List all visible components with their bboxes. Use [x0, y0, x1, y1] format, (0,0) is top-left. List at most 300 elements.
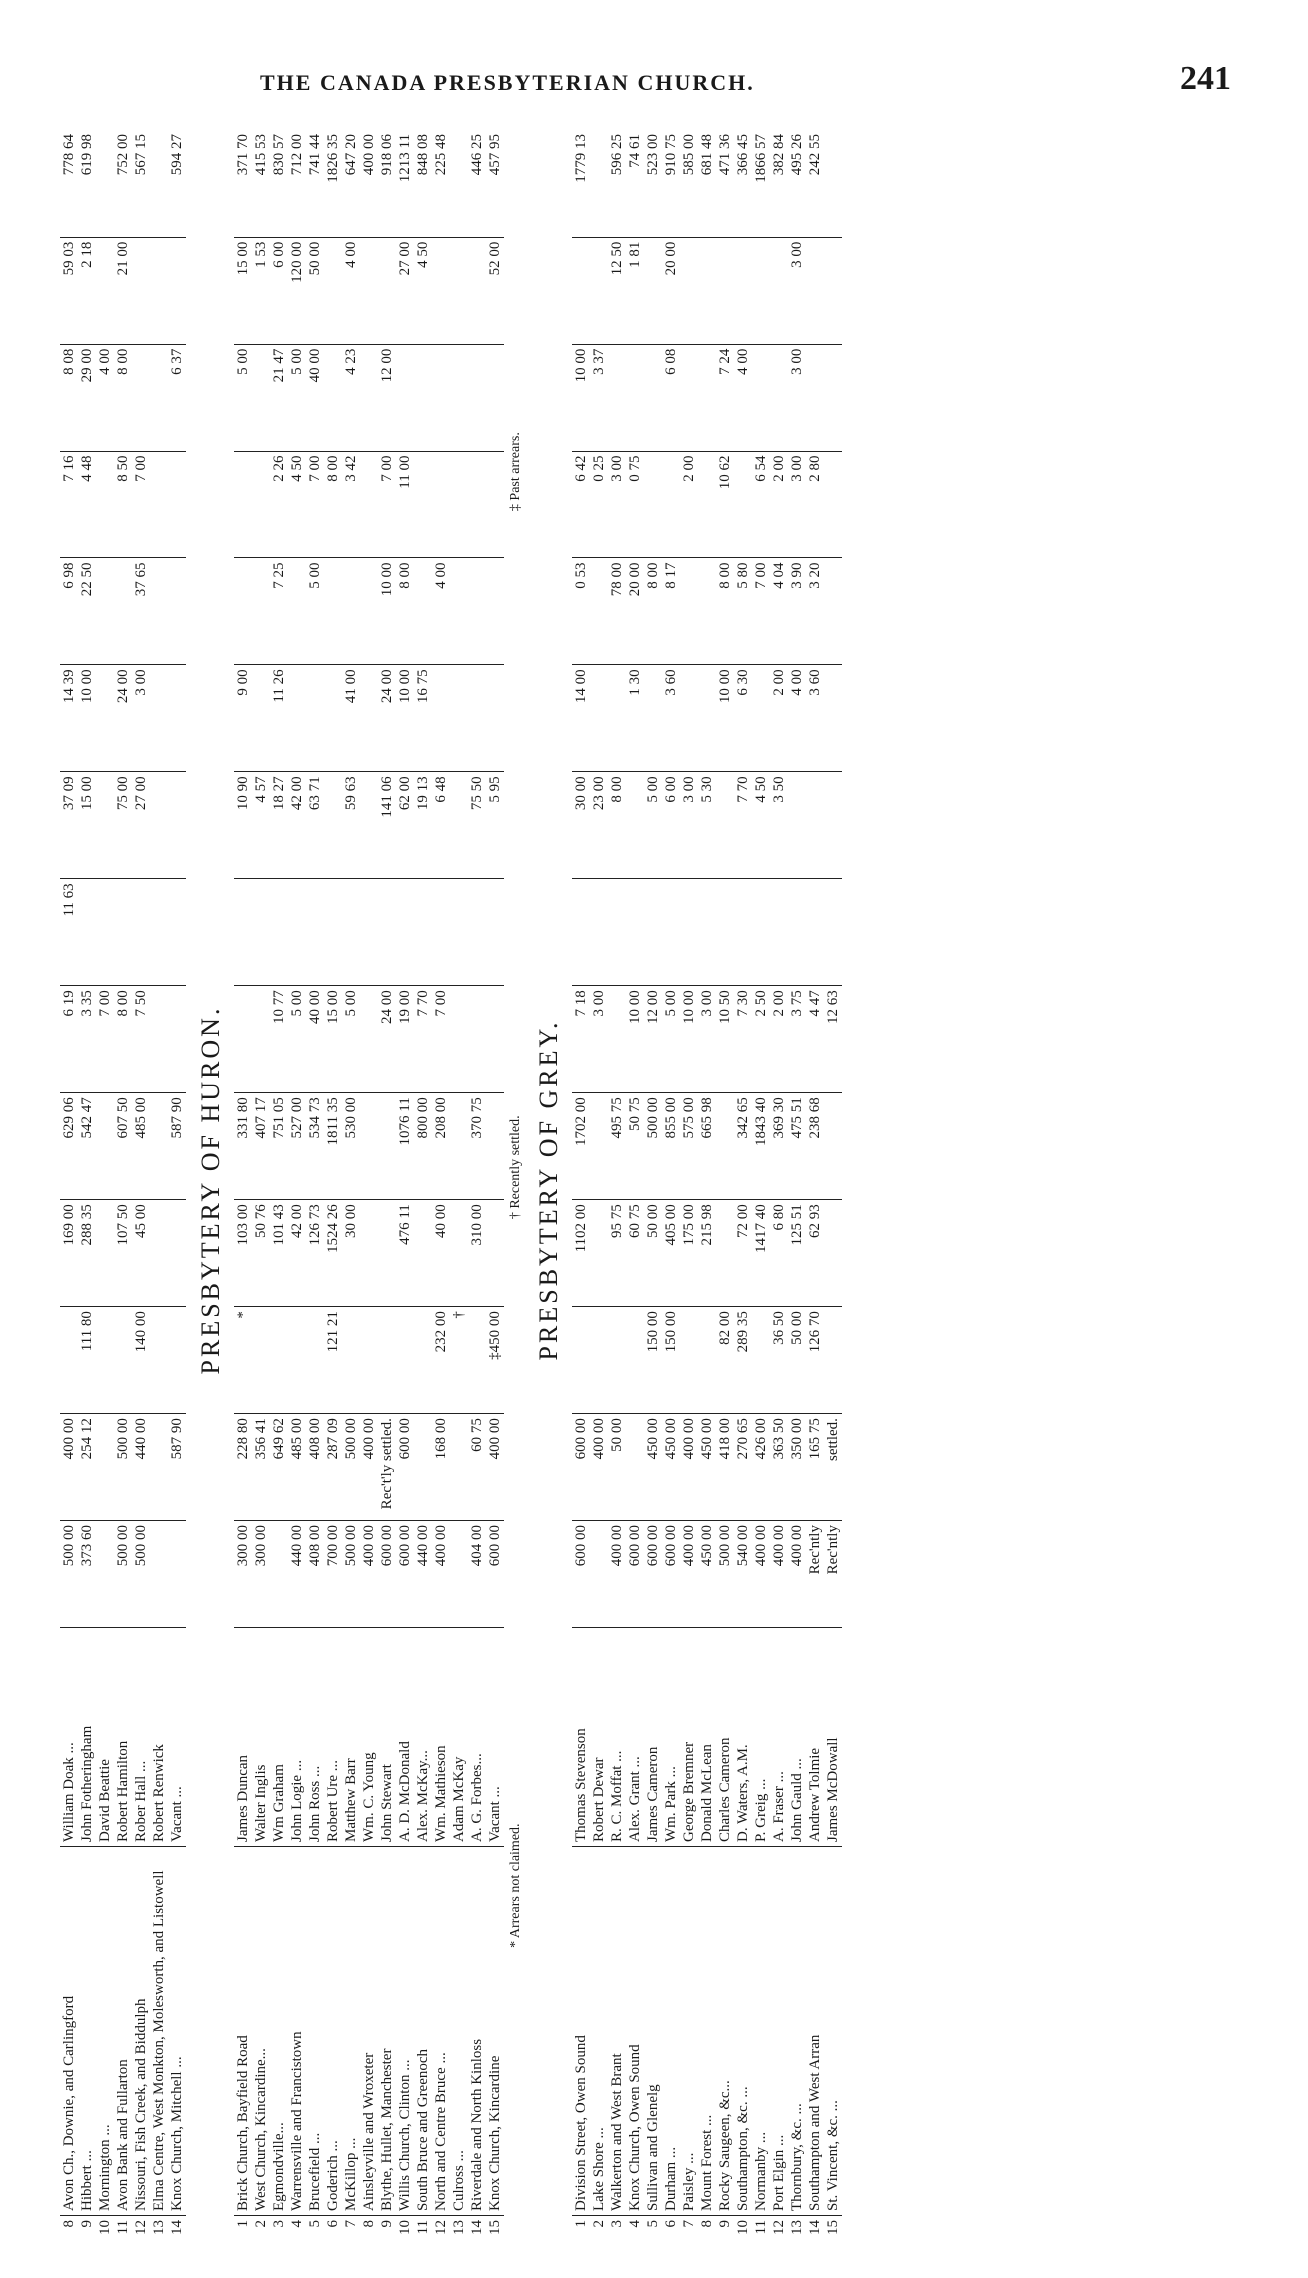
minister-cell: John Fotheringham — [79, 1725, 95, 1842]
minister-cell: A. Fraser ... — [771, 1771, 787, 1842]
amount-cell: 400 00 — [788, 1521, 806, 1628]
congregation-cell: McKillop ... — [342, 1847, 360, 2216]
amount-cell: 4 00 — [342, 237, 360, 344]
amount-cell: 232 00 — [432, 1307, 450, 1414]
amount-cell — [486, 665, 504, 772]
table-row — [788, 130, 806, 2250]
amount-cell: 600 00 — [662, 1521, 680, 1628]
table-row — [270, 130, 288, 2250]
amount-cell: 567 15 — [132, 130, 150, 237]
amount-cell: 37 09 — [60, 772, 78, 879]
block-grey — [572, 130, 842, 2250]
amount-cell — [96, 879, 114, 986]
amount-cell: 0 75 — [626, 451, 644, 558]
amount-cell: 40 00 — [432, 1200, 450, 1307]
amount-cell — [414, 1200, 432, 1307]
page-number: 241 — [1180, 60, 1231, 97]
amount-cell: 10 77 — [270, 986, 288, 1093]
amount-cell: 600 00 — [486, 1521, 504, 1628]
amount-cell — [96, 237, 114, 344]
amount-cell: 3 75 — [788, 986, 806, 1093]
amount-cell — [486, 1200, 504, 1307]
amount-cell: 848 08 — [414, 130, 432, 237]
minister-cell: Matthew Barr — [343, 1758, 359, 1842]
amount-cell — [752, 1307, 770, 1414]
amount-cell: 1779 13 — [572, 130, 590, 237]
amount-cell: 342 65 — [734, 1093, 752, 1200]
amount-cell: 60 75 — [468, 1414, 486, 1521]
congregation-cell: Knox Church, Kincardine — [486, 1847, 504, 2216]
amount-cell: 228 80 — [234, 1414, 252, 1521]
congregation-cell: Mornington ... — [96, 1847, 114, 2216]
amount-cell: 665 98 — [698, 1093, 716, 1200]
congregation-cell: Durham ... — [662, 1847, 680, 2216]
amount-cell — [680, 665, 698, 772]
amount-cell: 778 64 — [60, 130, 78, 237]
amount-cell: 600 00 — [572, 1414, 590, 1521]
minister-cell: Wm Graham — [271, 1764, 287, 1842]
amount-cell — [432, 344, 450, 451]
amount-cell: 1076 11 — [396, 1093, 414, 1200]
amount-cell — [486, 451, 504, 558]
amount-cell: 471 36 — [716, 130, 734, 237]
amount-cell: 6 54 — [752, 451, 770, 558]
table-row — [378, 130, 396, 2250]
amount-cell: 373 60 — [78, 1521, 96, 1628]
row-number: 10 — [96, 2216, 114, 2251]
amount-cell: 3 37 — [590, 344, 608, 451]
amount-cell: 6 42 — [572, 451, 590, 558]
minister-cell: James Duncan — [235, 1754, 251, 1842]
row-number: 12 — [132, 2216, 150, 2251]
amount-cell: 587 90 — [168, 1414, 186, 1521]
congregation-cell: Normanby ... — [752, 1847, 770, 2216]
amount-cell — [698, 558, 716, 665]
amount-cell: 120 00 — [288, 237, 306, 344]
amount-cell: 20 00 — [626, 558, 644, 665]
amount-cell — [572, 237, 590, 344]
amount-cell: 450 00 — [698, 1521, 716, 1628]
table-row — [360, 130, 378, 2250]
congregation-cell: South Bruce and Greenoch — [414, 1847, 432, 2216]
amount-cell — [590, 1200, 608, 1307]
amount-cell: 29 00 — [78, 344, 96, 451]
amount-cell: 4 00 — [96, 344, 114, 451]
row-number: 11 — [414, 2216, 432, 2251]
amount-cell: 10 00 — [78, 665, 96, 772]
amount-cell: 418 00 — [716, 1414, 734, 1521]
congregation-cell: Blythe, Hullet, Manchester — [378, 1847, 396, 2216]
ledger-table-grey — [572, 130, 842, 2250]
amount-cell — [288, 665, 306, 772]
congregation-cell: West Church, Kincardine... — [252, 1847, 270, 2216]
amount-cell: 8 00 — [644, 558, 662, 665]
amount-cell: 4 00 — [432, 558, 450, 665]
amount-cell: 12 50 — [608, 237, 626, 344]
amount-cell — [590, 1307, 608, 1414]
amount-cell — [626, 344, 644, 451]
amount-cell: 575 00 — [680, 1093, 698, 1200]
amount-cell: 3 00 — [590, 986, 608, 1093]
amount-cell: 3 00 — [132, 665, 150, 772]
amount-cell — [626, 879, 644, 986]
amount-cell: 60 75 — [626, 1200, 644, 1307]
amount-cell: 440 00 — [288, 1521, 306, 1628]
amount-cell — [324, 665, 342, 772]
amount-cell — [590, 1093, 608, 1200]
amount-cell: 4 00 — [788, 665, 806, 772]
amount-cell: 300 00 — [252, 1521, 270, 1628]
amount-cell: 19 13 — [414, 772, 432, 879]
amount-cell: 408 00 — [306, 1414, 324, 1521]
minister-cell: Thomas Stevenson — [573, 1728, 589, 1842]
amount-cell: 8 08 — [60, 344, 78, 451]
amount-cell — [468, 1307, 486, 1414]
amount-cell: Rec'ntly — [824, 1521, 842, 1628]
amount-cell — [378, 1200, 396, 1307]
amount-cell: 50 00 — [788, 1307, 806, 1414]
amount-cell — [590, 558, 608, 665]
amount-cell: 75 50 — [468, 772, 486, 879]
minister-cell: John Stewart — [379, 1764, 395, 1842]
congregation-cell: Southampton and West Arran — [806, 1847, 824, 2216]
amount-cell — [450, 237, 468, 344]
table-row — [468, 130, 486, 2250]
amount-cell: † — [450, 1307, 468, 1414]
amount-cell: 8 00 — [716, 558, 734, 665]
amount-cell: 681 48 — [698, 130, 716, 237]
amount-cell: 10 00 — [572, 344, 590, 451]
amount-cell — [150, 451, 168, 558]
row-number: 9 — [378, 2216, 396, 2251]
amount-cell: 7 18 — [572, 986, 590, 1093]
amount-cell: 647 20 — [342, 130, 360, 237]
amount-cell — [324, 558, 342, 665]
amount-cell: 289 35 — [734, 1307, 752, 1414]
grey-title: PRESBYTERY OF GREY. — [534, 1019, 563, 1361]
amount-cell — [360, 772, 378, 879]
congregation-cell: Brucefield ... — [306, 1847, 324, 2216]
amount-cell: 24 00 — [378, 665, 396, 772]
amount-cell — [734, 451, 752, 558]
table-row — [288, 130, 306, 2250]
row-number: 6 — [324, 2216, 342, 2251]
amount-cell — [450, 1414, 468, 1521]
table-row — [680, 130, 698, 2250]
amount-cell — [752, 665, 770, 772]
amount-cell: 7 25 — [270, 558, 288, 665]
amount-cell: 6 80 — [770, 1200, 788, 1307]
amount-cell: 288 35 — [78, 1200, 96, 1307]
amount-cell: 405 00 — [662, 1200, 680, 1307]
congregation-cell: Thornbury, &c. ... — [788, 1847, 806, 2216]
congregation-cell: Brick Church, Bayfield Road — [234, 1847, 252, 2216]
table-row — [698, 130, 716, 2250]
amount-cell: 63 71 — [306, 772, 324, 879]
amount-cell — [698, 879, 716, 986]
amount-cell — [360, 344, 378, 451]
row-number: 3 — [270, 2216, 288, 2251]
congregation-cell: Rocky Saugeen, &c... — [716, 1847, 734, 2216]
amount-cell — [788, 772, 806, 879]
amount-cell: 523 00 — [644, 130, 662, 237]
minister-cell: William Doak ... — [61, 1742, 77, 1842]
congregation-cell: Southampton, &c. ... — [734, 1847, 752, 2216]
amount-cell: 5 30 — [698, 772, 716, 879]
amount-cell: 0 25 — [590, 451, 608, 558]
amount-cell: 600 00 — [396, 1414, 414, 1521]
amount-cell: 7 70 — [734, 772, 752, 879]
amount-cell: 400 00 — [752, 1521, 770, 1628]
amount-cell: 2 00 — [770, 986, 788, 1093]
amount-cell — [96, 451, 114, 558]
congregation-cell: Ainsleyville and Wroxeter — [360, 1847, 378, 2216]
amount-cell: 4 50 — [752, 772, 770, 879]
amount-cell: 594 27 — [168, 130, 186, 237]
amount-cell: 254 12 — [78, 1414, 96, 1521]
amount-cell — [270, 879, 288, 986]
table-row — [60, 130, 78, 2250]
amount-cell — [644, 237, 662, 344]
row-number: 15 — [486, 2216, 504, 2251]
table-row — [734, 130, 752, 2250]
row-number: 12 — [432, 2216, 450, 2251]
amount-cell — [590, 130, 608, 237]
table-row — [644, 130, 662, 2250]
amount-cell: 95 75 — [608, 1200, 626, 1307]
amount-cell — [414, 558, 432, 665]
ledger-table-huron — [234, 130, 504, 2250]
row-number: 6 — [662, 2216, 680, 2251]
amount-cell: 150 00 — [644, 1307, 662, 1414]
amount-cell: 855 00 — [662, 1093, 680, 1200]
row-number: 2 — [590, 2216, 608, 2251]
amount-cell — [150, 1200, 168, 1307]
minister-cell: James McDowall — [825, 1737, 841, 1842]
row-number: 14 — [168, 2216, 186, 2251]
minister-cell: Robert Dewar — [591, 1757, 607, 1842]
amount-cell: 4 47 — [806, 986, 824, 1093]
amount-cell — [360, 879, 378, 986]
amount-cell: 111 80 — [78, 1307, 96, 1414]
amount-cell: 585 00 — [680, 130, 698, 237]
amount-cell: Rec'ntly — [806, 1521, 824, 1628]
amount-cell — [824, 1307, 842, 1414]
amount-cell — [450, 1200, 468, 1307]
table-row — [96, 130, 114, 2250]
amount-cell: 169 00 — [60, 1200, 78, 1307]
amount-cell — [252, 558, 270, 665]
amount-cell — [414, 451, 432, 558]
amount-cell — [168, 879, 186, 986]
row-number: 14 — [806, 2216, 824, 2251]
amount-cell — [770, 344, 788, 451]
amount-cell: 6 48 — [432, 772, 450, 879]
amount-cell — [150, 665, 168, 772]
amount-cell: 400 00 — [360, 1521, 378, 1628]
amount-cell: 500 00 — [132, 1521, 150, 1628]
amount-cell: 225 48 — [432, 130, 450, 237]
amount-cell: 215 98 — [698, 1200, 716, 1307]
amount-cell — [644, 665, 662, 772]
minister-cell: James Cameron — [645, 1746, 661, 1842]
amount-cell: 14 39 — [60, 665, 78, 772]
amount-cell: 4 48 — [78, 451, 96, 558]
row-number: 7 — [342, 2216, 360, 2251]
amount-cell: 8 50 — [114, 451, 132, 558]
amount-cell: 600 00 — [378, 1521, 396, 1628]
amount-cell — [168, 451, 186, 558]
amount-cell: 8 00 — [608, 772, 626, 879]
amount-cell — [96, 130, 114, 237]
table-row — [132, 130, 150, 2250]
amount-cell: 1 53 — [252, 237, 270, 344]
amount-cell: 450 00 — [662, 1414, 680, 1521]
amount-cell — [168, 986, 186, 1093]
amount-cell: 5 00 — [342, 986, 360, 1093]
amount-cell: 37 65 — [132, 558, 150, 665]
row-number: 4 — [626, 2216, 644, 2251]
congregation-cell: Elma Centre, West Monkton, Molesworth, and Listowell — [150, 1847, 168, 2216]
minister-cell: Vacant ... — [169, 1786, 185, 1842]
amount-cell: 475 51 — [788, 1093, 806, 1200]
amount-cell: 369 30 — [770, 1093, 788, 1200]
amount-cell: 74 61 — [626, 130, 644, 237]
amount-cell — [468, 986, 486, 1093]
amount-cell: 6 00 — [662, 772, 680, 879]
minister-cell: A. G. Forbes... — [469, 1753, 485, 1842]
amount-cell — [486, 986, 504, 1093]
amount-cell: 1866 57 — [752, 130, 770, 237]
amount-cell: 12 00 — [378, 344, 396, 451]
amount-cell: 242 55 — [806, 130, 824, 237]
amount-cell — [824, 344, 842, 451]
row-number: 7 — [680, 2216, 698, 2251]
minister-cell: Charles Cameron — [717, 1737, 733, 1842]
amount-cell — [270, 1521, 288, 1628]
amount-cell: 3 60 — [662, 665, 680, 772]
congregation-cell: Egmondville... — [270, 1847, 288, 2216]
amount-cell — [716, 879, 734, 986]
amount-cell: 21 00 — [114, 237, 132, 344]
amount-cell: 11 26 — [270, 665, 288, 772]
amount-cell: 3 00 — [788, 451, 806, 558]
amount-cell — [288, 879, 306, 986]
amount-cell: 450 00 — [644, 1414, 662, 1521]
amount-cell: 36 50 — [770, 1307, 788, 1414]
amount-cell — [824, 1093, 842, 1200]
amount-cell: 400 00 — [432, 1521, 450, 1628]
amount-cell — [234, 986, 252, 1093]
amount-cell: 8 00 — [324, 451, 342, 558]
amount-cell: 7 00 — [306, 451, 324, 558]
amount-cell: 101 43 — [270, 1200, 288, 1307]
congregation-cell: Warrensville and Francistown — [288, 1847, 306, 2216]
congregation-cell: Culross ... — [450, 1847, 468, 2216]
amount-cell: 3 00 — [698, 986, 716, 1093]
amount-cell: * — [234, 1307, 252, 1414]
amount-cell — [360, 986, 378, 1093]
amount-cell: 3 35 — [78, 986, 96, 1093]
amount-cell: 15 00 — [78, 772, 96, 879]
amount-cell — [378, 879, 396, 986]
minister-cell: Robert Renwick — [151, 1744, 167, 1842]
amount-cell — [396, 1307, 414, 1414]
congregation-cell: St. Vincent, &c. ... — [824, 1847, 842, 2216]
amount-cell: 14 00 — [572, 665, 590, 772]
amount-cell — [450, 344, 468, 451]
amount-cell — [806, 344, 824, 451]
amount-cell: 20 00 — [662, 237, 680, 344]
amount-cell: 5 00 — [288, 344, 306, 451]
amount-cell — [360, 451, 378, 558]
minister-cell: Wm. Mathieson — [433, 1745, 449, 1842]
table-row — [824, 130, 842, 2250]
amount-cell: 400 00 — [680, 1414, 698, 1521]
amount-cell — [486, 879, 504, 986]
amount-cell: 22 50 — [78, 558, 96, 665]
amount-cell: 5 80 — [734, 558, 752, 665]
amount-cell — [168, 558, 186, 665]
amount-cell: 11 00 — [396, 451, 414, 558]
amount-cell: 10 00 — [396, 665, 414, 772]
amount-cell — [396, 344, 414, 451]
amount-cell: 12 00 — [644, 986, 662, 1093]
amount-cell — [752, 344, 770, 451]
amount-cell: 485 00 — [288, 1414, 306, 1521]
amount-cell: 450 00 — [698, 1414, 716, 1521]
amount-cell — [450, 879, 468, 986]
amount-cell — [468, 665, 486, 772]
amount-cell: 10 00 — [378, 558, 396, 665]
row-number: 10 — [734, 2216, 752, 2251]
amount-cell: 141 06 — [378, 772, 396, 879]
row-number: 11 — [752, 2216, 770, 2251]
amount-cell — [824, 130, 842, 237]
amount-cell: 270 65 — [734, 1414, 752, 1521]
amount-cell: 19 00 — [396, 986, 414, 1093]
amount-cell: 0 53 — [572, 558, 590, 665]
table-row — [450, 130, 468, 2250]
amount-cell: 75 00 — [114, 772, 132, 879]
minister-cell: John Ross ... — [307, 1765, 323, 1842]
amount-cell: 7 00 — [96, 986, 114, 1093]
amount-cell — [60, 1307, 78, 1414]
amount-cell: Rec't'ly settled. — [378, 1414, 396, 1521]
amount-cell — [168, 1521, 186, 1628]
row-number: 4 — [288, 2216, 306, 2251]
amount-cell: 400 00 — [590, 1414, 608, 1521]
amount-cell — [114, 879, 132, 986]
amount-cell — [734, 879, 752, 986]
amount-cell: 62 00 — [396, 772, 414, 879]
amount-cell — [698, 665, 716, 772]
table-row — [608, 130, 626, 2250]
row-number: 5 — [306, 2216, 324, 2251]
congregation-cell: Division Street, Owen Sound — [572, 1847, 590, 2216]
amount-cell — [378, 237, 396, 344]
amount-cell: 751 05 — [270, 1093, 288, 1200]
table-row — [252, 130, 270, 2250]
row-number: 11 — [114, 2216, 132, 2251]
amount-cell: 82 00 — [716, 1307, 734, 1414]
amount-cell: 7 00 — [378, 451, 396, 558]
amount-cell — [824, 237, 842, 344]
row-number: 5 — [644, 2216, 662, 2251]
amount-cell — [252, 451, 270, 558]
amount-cell — [770, 879, 788, 986]
rotated-ledger — [60, 130, 1230, 2250]
